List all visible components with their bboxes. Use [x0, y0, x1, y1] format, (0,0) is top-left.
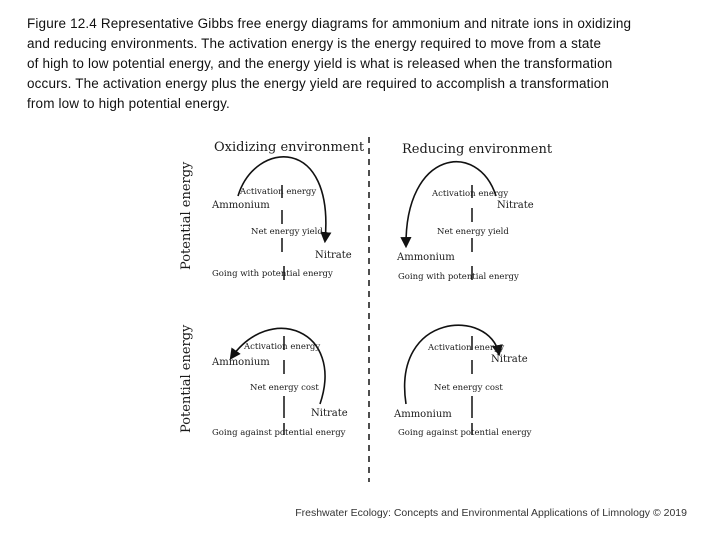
source-credit: Freshwater Ecology: Concepts and Environmental Applications of Limnology © 2019: [295, 507, 687, 519]
panel-footer-label: Going against potential energy: [212, 428, 346, 438]
panel-reducing-yield: [396, 162, 534, 282]
start-species-label: Nitrate: [311, 408, 348, 419]
start-species-label: Ammonium: [212, 200, 270, 211]
net-energy-label: Net energy yield: [437, 227, 509, 237]
caption-line: occurs. The activation energy plus the energy yield are required to accomplish a transformation: [27, 76, 610, 91]
start-species-label: Ammonium: [394, 409, 452, 420]
panel-footer-label: Going with potential energy: [398, 272, 519, 282]
end-species-label: Nitrate: [315, 250, 352, 261]
reducing-environment-header: Reducing environment: [402, 142, 553, 157]
activation-energy-label: Activation energy: [432, 189, 509, 199]
activation-energy-label: Activation energy: [428, 343, 505, 353]
caption-line: and reducing environments. The activation energy is the energy required to move from a state: [27, 36, 602, 51]
start-species-label: Nitrate: [497, 200, 534, 211]
end-species-label: Nitrate: [491, 354, 528, 365]
panel-oxidizing-cost: [211, 328, 348, 438]
panel-footer-label: Going against potential energy: [398, 428, 532, 438]
panel-oxidizing-yield: [211, 157, 352, 280]
end-species-label: Ammonium: [397, 252, 455, 263]
y-axis-label-top: Potential energy: [179, 161, 194, 270]
caption-line: Figure 12.4 Representative Gibbs free energy diagrams for ammonium and nitrate ions in oxidizing: [27, 16, 632, 31]
panel-footer-label: Going with potential energy: [212, 269, 333, 279]
caption-line: of high to low potential energy, and the energy yield is what is released when the transformation: [27, 56, 613, 71]
oxidizing-environment-header: Oxidizing environment: [214, 140, 365, 155]
net-energy-label: Net energy cost: [434, 383, 503, 393]
caption-line: from low to high potential energy.: [27, 96, 230, 111]
activation-energy-label: Activation energy: [244, 342, 321, 352]
activation-energy-label: Activation energy: [240, 187, 317, 197]
end-species-label: Ammonium: [212, 357, 270, 368]
y-axis-label-bottom: Potential energy: [179, 324, 194, 433]
net-energy-label: Net energy cost: [250, 383, 319, 393]
net-energy-label: Net energy yield: [251, 227, 323, 237]
panel-reducing-cost: [393, 325, 532, 438]
